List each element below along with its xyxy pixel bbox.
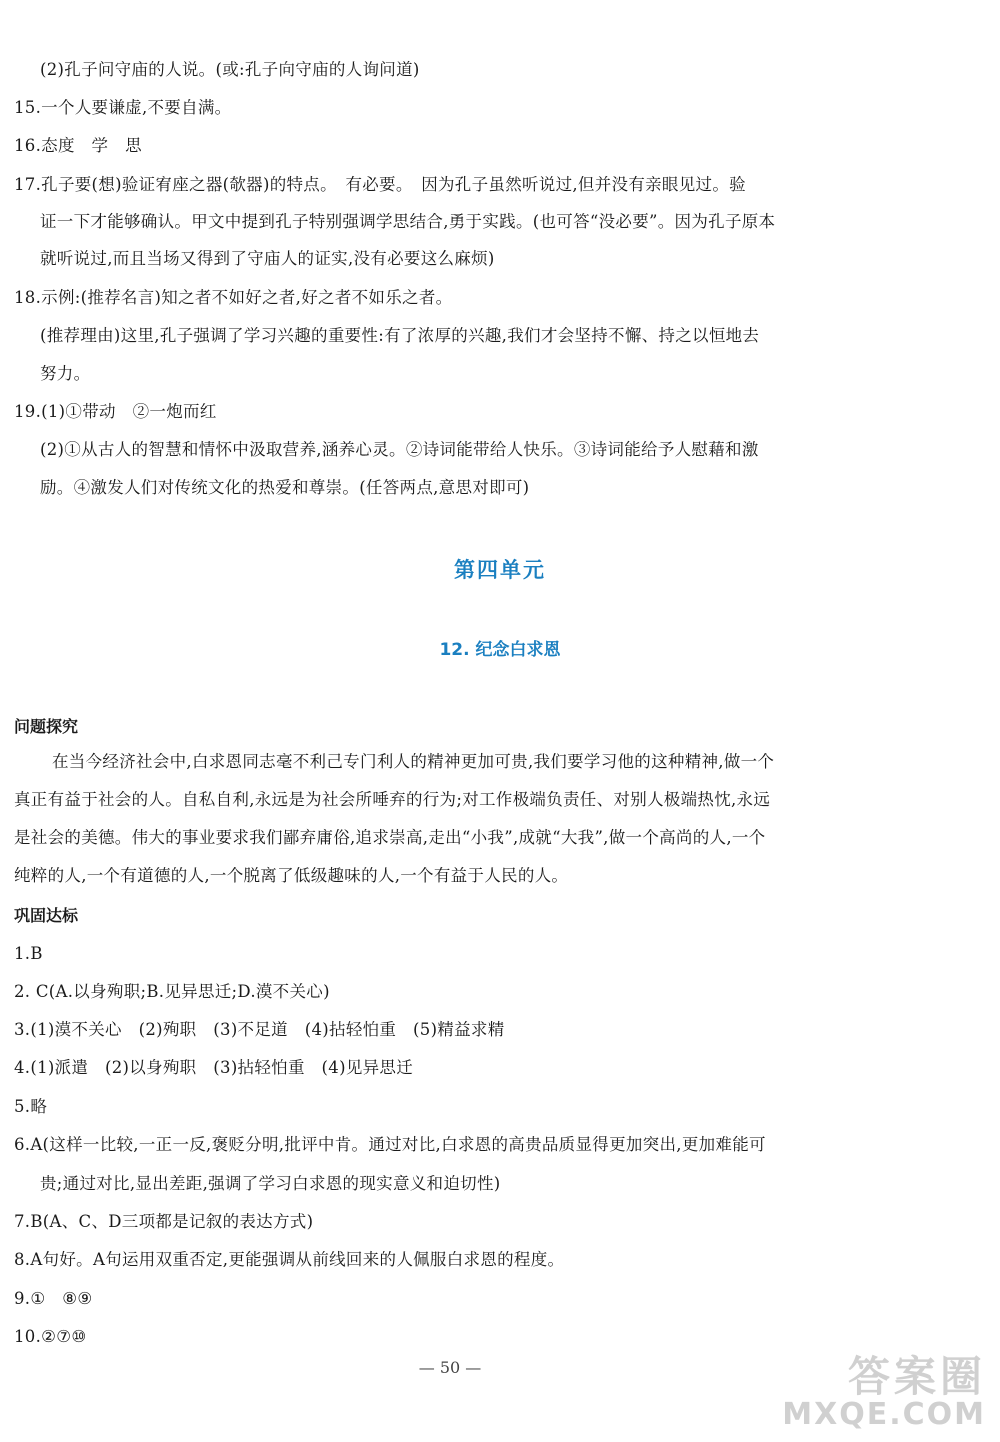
- answer-line: 证一下才能够确认。甲文中提到孔子特别强调学思结合,勇于实践。(也可答“没必要”。因为孔子原本: [40, 212, 776, 231]
- watermark-logo: [782, 1352, 986, 1432]
- answer-line: 17.孔子要(想)验证宥座之器(欹器)的特点。 有必要。 因为孔子虽然听说过,但并没有亲眼见过。验: [14, 175, 746, 194]
- paragraph-line: 是社会的美德。伟大的事业要求我们鄙弃庸俗,追求崇高,走出“小我”,成就“大我”,做一个高尚的人,一个: [14, 828, 766, 847]
- answer-line: 4.(1)派遣 (2)以身殉职 (3)拈轻怕重 (4)见异思迁: [14, 1058, 414, 1077]
- answer-line: 励。④激发人们对传统文化的热爱和尊崇。(任答两点,意思对即可): [40, 478, 530, 497]
- answer-line: 10.②⑦⑩: [14, 1327, 87, 1346]
- answer-line: 5.略: [14, 1097, 48, 1116]
- paragraph-line: 纯粹的人,一个有道德的人,一个脱离了低级趣味的人,一个有益于人民的人。: [14, 866, 569, 885]
- answer-line: 8.A句好。A句运用双重否定,更能强调从前线回来的人佩服白求恩的程度。: [14, 1250, 565, 1269]
- answer-line: 贵;通过对比,显出差距,强调了学习白求恩的现实意义和迫切性): [40, 1174, 501, 1193]
- answer-line: 18.示例:(推荐名言)知之者不如好之者,好之者不如乐之者。: [14, 288, 453, 307]
- answer-line: 16.态度 学 思: [14, 136, 142, 155]
- page-number: — 50 —: [418, 1358, 482, 1377]
- answer-line: 6.A(这样一比较,一正一反,褒贬分明,批评中肯。通过对比,白求恩的高贵品质显得更加突出,更加难能可: [14, 1135, 766, 1154]
- answer-line: (2)孔子问守庙的人说。(或:孔子向守庙的人询问道): [40, 60, 420, 79]
- watermark-text: 答案圈: [847, 1352, 986, 1401]
- answer-line: 3.(1)漠不关心 (2)殉职 (3)不足道 (4)拈轻怕重 (5)精益求精: [14, 1020, 505, 1039]
- paragraph-line: 真正有益于社会的人。自私自利,永远是为社会所唾弃的行为;对工作极端负责任、对别人极端热忱,永远: [14, 790, 771, 809]
- answer-line: 2. C(A.以身殉职;B.见异思迁;D.漠不关心): [14, 982, 330, 1001]
- answer-line: 19.(1)①带动 ②一炮而红: [14, 402, 217, 421]
- section-title-consolidation: 巩固达标: [14, 906, 79, 925]
- answer-line: 努力。: [40, 364, 91, 383]
- unit-title: 第四单元: [454, 558, 546, 582]
- lesson-title: 12. 纪念白求恩: [439, 640, 561, 660]
- answer-line: 就听说过,而且当场又得到了守庙人的证实,没有必要这么麻烦): [40, 249, 495, 268]
- answer-line: 1.B: [14, 944, 43, 963]
- section-title-inquiry: 问题探究: [14, 717, 79, 736]
- answer-line: (2)①从古人的智慧和情怀中汲取营养,涵养心灵。②诗词能带给人快乐。③诗词能给予人慰藉和激: [40, 440, 759, 459]
- watermark-url: MXQE.COM: [782, 1397, 986, 1432]
- answer-line: 15.一个人要谦虚,不要自满。: [14, 98, 232, 117]
- answer-line: 9.① ⑧⑨: [14, 1289, 93, 1308]
- answer-line: (推荐理由)这里,孔子强调了学习兴趣的重要性:有了浓厚的兴趣,我们才会坚持不懈、持之以恒地去: [40, 326, 760, 345]
- paragraph-line: 在当今经济社会中,白求恩同志毫不利己专门利人的精神更加可贵,我们要学习他的这种精神,做一个: [52, 752, 775, 771]
- answer-line: 7.B(A、C、D三项都是记叙的表达方式): [14, 1212, 314, 1231]
